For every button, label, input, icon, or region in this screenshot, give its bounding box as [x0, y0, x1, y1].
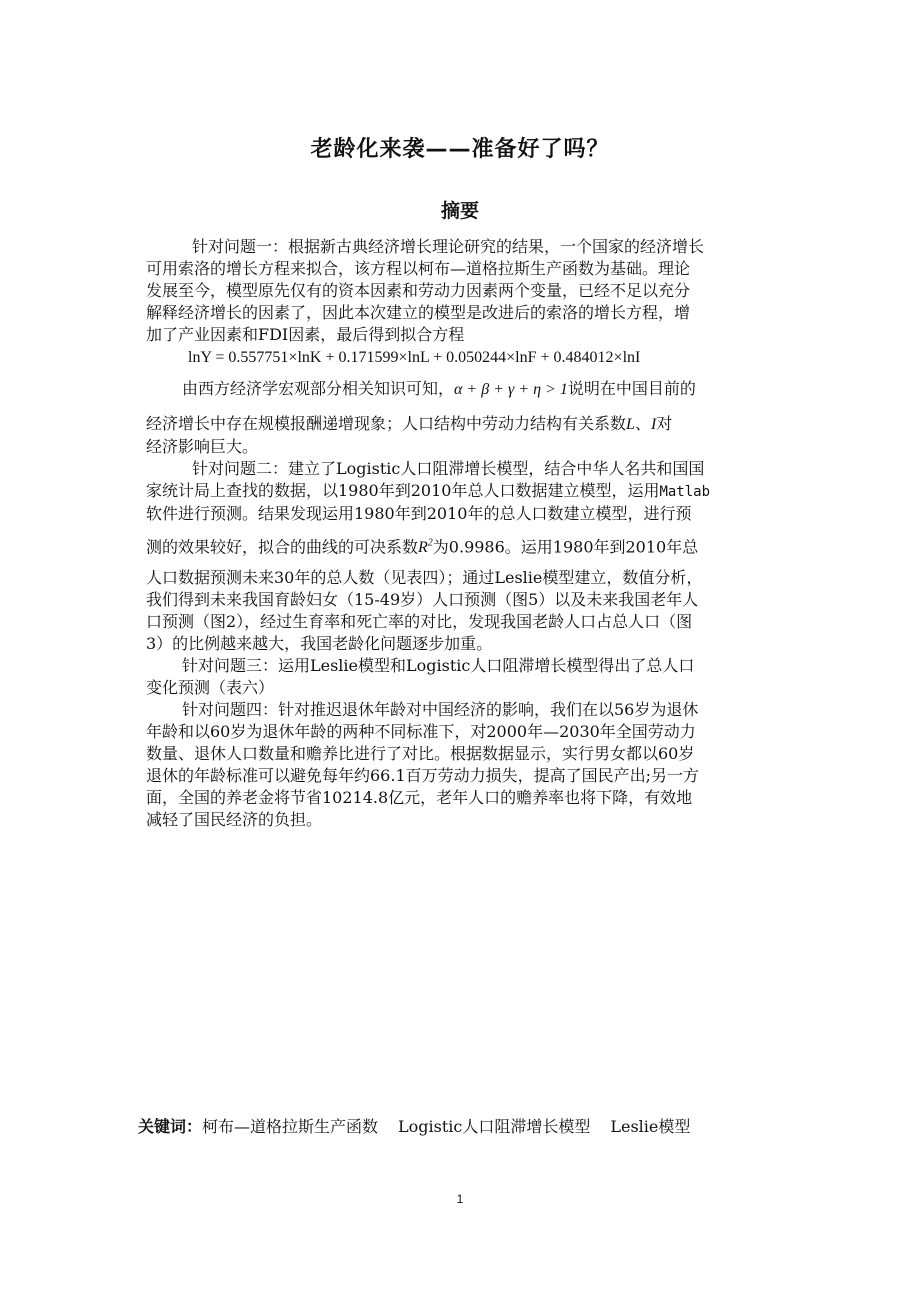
paragraph-problem-1 — [146, 236, 786, 370]
text-line: 面，全国的养老金将节省10214.8亿元，老年人口的赡养率也将下降，有效地 — [146, 788, 693, 808]
keyword-item: 柯布—道格拉斯生产函数 — [202, 1117, 379, 1136]
text-line: 退休的年龄标准可以避免每年约66.1百万劳动力损失，提高了国民产出;另一方 — [146, 766, 700, 786]
text-line: 软件进行预测。结果发现运用1980年到2010年的总人口数建立模型，进行预 — [146, 504, 692, 523]
regression-formula: lnY = 0.557751×lnK + 0.171599×lnL + 0.050244×lnF + 0.484012×lnI — [188, 349, 641, 366]
text-line: 我们得到未来我国育龄妇女（15-49岁）人口预测（图5）以及未来我国老年人 — [146, 590, 699, 610]
math-variable-i: I — [650, 416, 657, 433]
paragraph-problem-4 — [146, 699, 786, 831]
text-segment: 说明在中国目前的 — [567, 379, 696, 398]
keyword-item: Leslie模型 — [610, 1117, 691, 1136]
text-segment: 测的效果较好，拟合的曲线的可决系数 — [146, 537, 419, 557]
paper-title: 老龄化来袭——准备好了吗？ — [310, 137, 610, 162]
paragraph-problem-2 — [146, 458, 786, 655]
software-name: Matlab — [659, 484, 711, 500]
text-line: 3）的比例越来越大，我国老龄化问题逐步加重。 — [146, 634, 493, 654]
text-segment: 为0.9986。运用1980年到2010年总 — [432, 537, 699, 557]
text-line — [146, 533, 786, 559]
text-line: 针对问题二：建立了Logistic人口阻滞增长模型，结合中华人名共和国国 — [192, 459, 705, 478]
text-segment: 对 — [656, 414, 673, 433]
page-number: 1 — [456, 1192, 464, 1206]
text-segment: 、 — [634, 414, 651, 433]
text-line: 数量、退休人口数量和赡养比进行了对比。根据数据显示，实行男女都以60岁 — [146, 744, 695, 764]
keywords-line — [138, 1114, 710, 1137]
text-segment: 经济增长中存在规模报酬递增现象；人口结构中劳动力结构有关系数 — [146, 414, 627, 433]
text-line: 针对问题三：运用Leslie模型和Logistic人口阻滞增长模型得出了总人口 — [182, 656, 695, 676]
text-line: 经济影响巨大。 — [146, 437, 259, 456]
math-inequality: α + β + γ + η > 1 — [454, 381, 568, 398]
paragraph-conclusion — [146, 378, 786, 458]
text-segment: 家统计局上查找的数据，以1980年到2010年总人口数据建立模型，运用 — [146, 481, 660, 500]
text-line: 针对问题一：根据新古典经济增长理论研究的结果，一个国家的经济增长 — [192, 237, 705, 256]
text-line: 人口数据预测未来30年的总人数（见表四）；通过Leslie模型建立，数值分析， — [146, 568, 703, 588]
text-line: 变化预测（表六） — [146, 678, 275, 698]
keyword-item: Logistic人口阻滞增长模型 — [398, 1117, 591, 1136]
text-line: 发展至今，模型原先仅有的资本因素和劳动力因素两个变量，已经不足以充分 — [146, 281, 691, 300]
text-line: 解释经济增长的因素了，因此本次建立的模型是改进后的索洛的增长方程，增 — [146, 303, 691, 322]
abstract-body — [146, 236, 786, 831]
text-line — [146, 413, 786, 436]
math-variable-l: L — [626, 416, 635, 433]
text-line: 可用索洛的增长方程来拟合，该方程以柯布—道格拉斯生产函数为基础。理论 — [146, 259, 691, 278]
text-line: 年龄和以60岁为退休年龄的两种不同标准下，对2000年—2030年全国劳动力 — [146, 722, 696, 742]
text-segment: 由西方经济学宏观部分相关知识可知， — [182, 379, 455, 398]
text-line — [146, 378, 786, 401]
keywords-label: 关键词： — [138, 1117, 203, 1136]
math-r-squared: $R^2$ — [418, 538, 433, 557]
text-line: 针对问题四：针对推迟退休年龄对中国经济的影响，我们在以56岁为退休 — [182, 700, 699, 720]
text-line: 减轻了国民经济的负担。 — [146, 810, 323, 830]
paragraph-problem-3 — [146, 655, 786, 699]
text-line — [146, 480, 786, 503]
text-line: 口预测（图2），经过生育率和死亡率的对比，发现我国老龄人口占总人口（图 — [146, 612, 693, 632]
abstract-heading: 摘要 — [440, 200, 479, 222]
text-line: 加了产业因素和FDI因素，最后得到拟合方程 — [146, 325, 465, 344]
